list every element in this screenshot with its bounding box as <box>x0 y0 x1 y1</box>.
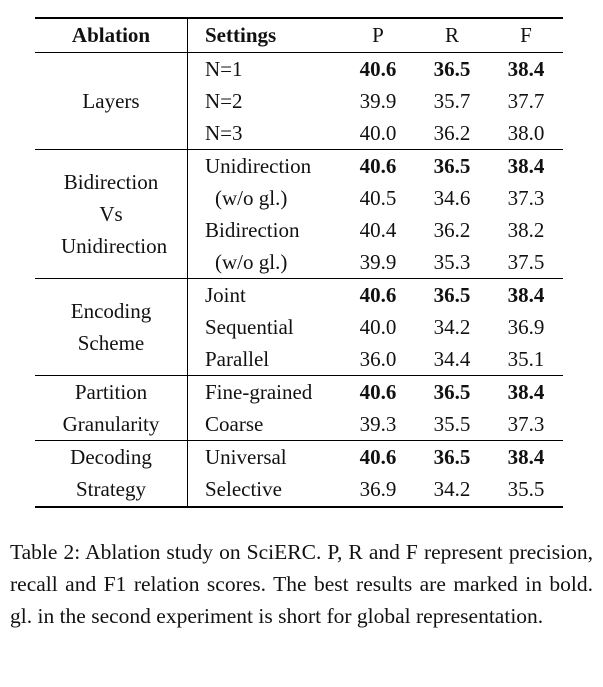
ablation-label: Partition <box>74 380 148 404</box>
ablation-label: Strategy <box>76 477 146 501</box>
r-value: 36.5 <box>433 380 471 404</box>
header-f: F <box>520 23 532 47</box>
setting-cell: Bidirection <box>205 218 300 242</box>
r-value: 36.2 <box>433 218 471 242</box>
p-value: 36.0 <box>359 347 397 371</box>
setting-cell: Universal <box>205 445 287 469</box>
table-caption <box>10 536 593 632</box>
ablation-label: Granularity <box>62 412 160 436</box>
setting-cell: (w/o gl.) <box>215 186 288 210</box>
f-value: 38.4 <box>507 57 545 81</box>
ablation-label: Decoding <box>70 445 152 469</box>
header-p: P <box>372 23 384 47</box>
setting-cell: Sequential <box>205 315 294 339</box>
p-value: 40.0 <box>359 315 397 339</box>
setting-cell: N=1 <box>205 57 243 81</box>
ablation-label: Vs <box>99 202 123 226</box>
bottom-rule <box>35 506 563 508</box>
r-value: 36.5 <box>433 445 471 469</box>
f-value: 36.9 <box>507 315 545 339</box>
p-value: 40.5 <box>359 186 397 210</box>
f-value: 35.5 <box>507 477 545 501</box>
ablation-label: Encoding <box>70 299 152 323</box>
setting-cell: Coarse <box>205 412 264 436</box>
r-value: 34.6 <box>433 186 471 210</box>
p-value: 39.9 <box>359 250 397 274</box>
header-settings: Settings <box>205 23 277 47</box>
column-separator <box>187 19 188 506</box>
ablation-label: Scheme <box>77 331 145 355</box>
header-r: R <box>444 23 459 47</box>
r-value: 35.7 <box>433 89 471 113</box>
ablation-label: Unidirection <box>61 234 168 258</box>
f-value: 38.4 <box>507 283 545 307</box>
p-value: 39.3 <box>359 412 397 436</box>
f-value: 38.4 <box>507 445 545 469</box>
header-ablation: Ablation <box>71 23 151 47</box>
p-value: 40.6 <box>359 154 397 178</box>
p-value: 40.4 <box>359 218 397 242</box>
f-value: 38.4 <box>507 380 545 404</box>
p-value: 40.6 <box>359 380 397 404</box>
r-value: 34.2 <box>433 477 471 501</box>
ablation-label: Layers <box>82 89 140 113</box>
setting-cell: N=3 <box>205 121 243 145</box>
f-value: 35.1 <box>507 347 545 371</box>
p-value: 40.0 <box>359 121 397 145</box>
r-value: 35.5 <box>433 412 471 436</box>
p-value: 40.6 <box>359 57 397 81</box>
r-value: 36.5 <box>433 154 471 178</box>
r-value: 34.2 <box>433 315 471 339</box>
p-value: 36.9 <box>359 477 397 501</box>
r-value: 36.2 <box>433 121 471 145</box>
f-value: 37.5 <box>507 250 545 274</box>
r-value: 35.3 <box>433 250 471 274</box>
f-value: 37.3 <box>507 186 545 210</box>
setting-cell: N=2 <box>205 89 243 113</box>
f-value: 37.7 <box>507 89 545 113</box>
setting-cell: Parallel <box>205 347 270 371</box>
ablation-label: Bidirection <box>63 170 159 194</box>
caption-text: Table 2: Ablation study on SciERC. P, R and F represent precision, recall and F1 relation scores. The best results are marked in bold. gl. in the second experiment is short for global representation. <box>10 540 593 628</box>
r-value: 36.5 <box>433 283 471 307</box>
setting-cell: Unidirection <box>205 154 312 178</box>
setting-cell: Selective <box>205 477 282 501</box>
f-value: 38.2 <box>507 218 545 242</box>
setting-cell: Fine-grained <box>205 380 313 404</box>
p-value: 40.6 <box>359 283 397 307</box>
r-value: 34.4 <box>433 347 471 371</box>
f-value: 38.0 <box>507 121 545 145</box>
setting-cell: (w/o gl.) <box>215 250 288 274</box>
setting-cell: Joint <box>205 283 246 307</box>
f-value: 38.4 <box>507 154 545 178</box>
f-value: 37.3 <box>507 412 545 436</box>
r-value: 36.5 <box>433 57 471 81</box>
p-value: 40.6 <box>359 445 397 469</box>
p-value: 39.9 <box>359 89 397 113</box>
